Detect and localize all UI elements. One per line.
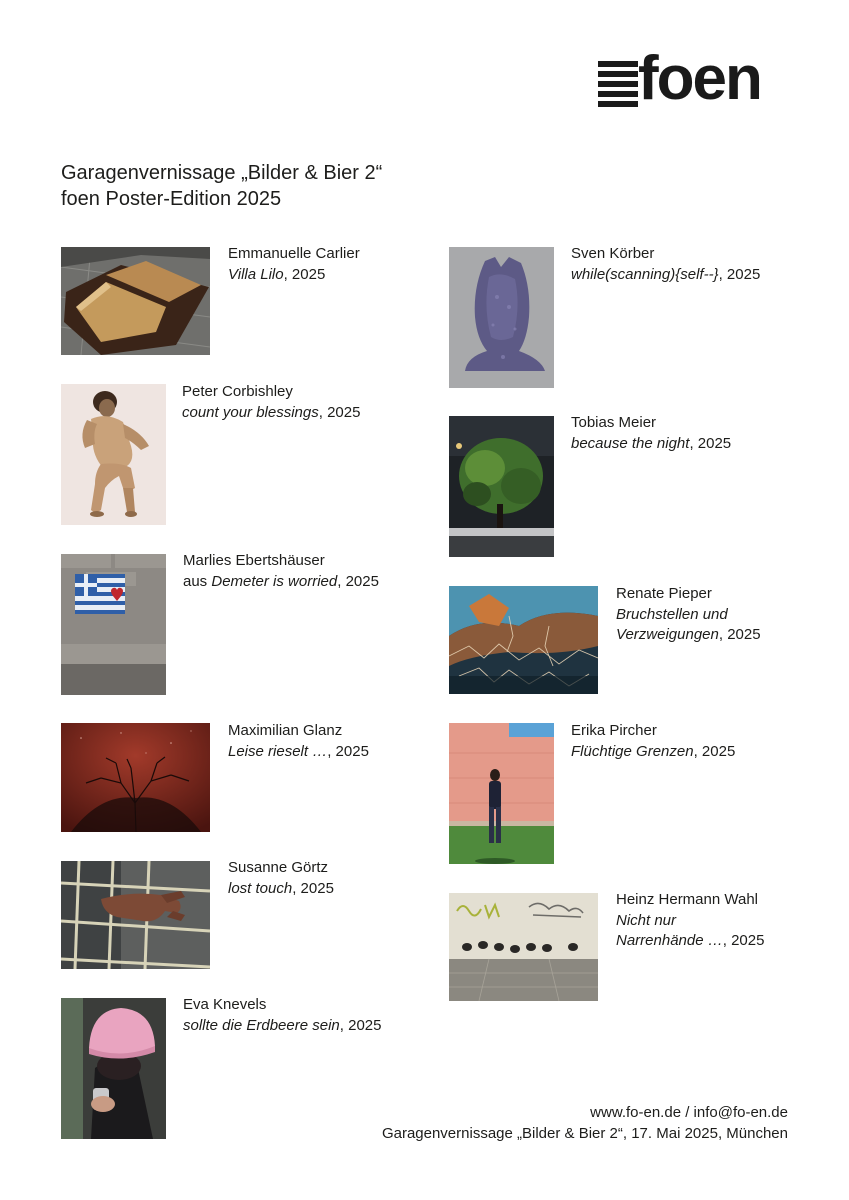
caption-corbishley [182, 382, 360, 423]
artwork-image-wahl [449, 893, 598, 1001]
artwork-year: , 2025 [337, 572, 379, 590]
artwork-year: , 2025 [318, 403, 361, 421]
artist-name: Susanne Görtz [228, 859, 329, 876]
abstract-cracks-image [449, 586, 598, 694]
artwork-title: while(scanning){self--} [571, 265, 719, 283]
artwork-title: sollte die Erdbeere sein [183, 1016, 340, 1034]
artwork-year: , 2025 [689, 434, 732, 452]
artwork-title-line-1: Nicht nur [616, 911, 677, 929]
artist-name: Renate Pieper [616, 585, 712, 602]
footer-event: Garagenvernissage „Bilder & Bier 2“, 17. Mai 2025, München [381, 1125, 788, 1142]
artwork-image-ebertshaeuser [61, 554, 166, 695]
artwork-year: , 2025 [283, 265, 326, 283]
artwork-year: , 2025 [718, 626, 761, 643]
wooden-figure-image [61, 384, 166, 525]
caption-knevels [183, 995, 381, 1036]
artwork-title: Villa Lilo [228, 265, 284, 283]
artist-name: Tobias Meier [571, 414, 657, 431]
title-line-2: foen Poster-Edition 2025 [61, 188, 282, 210]
artist-name: Peter Corbishley [182, 383, 293, 400]
greek-flag-wall-image [61, 554, 166, 695]
graffiti-birds-image [449, 893, 598, 1001]
artwork-title-line-1: Bruchstellen und [616, 605, 728, 623]
artwork-year: , 2025 [718, 265, 761, 283]
pink-wall-person-image [449, 723, 554, 864]
caption-glanz [228, 721, 369, 762]
artist-name: Heinz Hermann Wahl [616, 891, 758, 908]
caption-pircher [571, 721, 735, 762]
title-line-1: Garagenvernissage „Bilder & Bier 2“ [61, 162, 383, 184]
artwork-title: Flüchtige Grenzen [571, 742, 694, 760]
scanned-head-image [449, 247, 554, 388]
caption-koerber [571, 244, 760, 285]
artwork-year: , 2025 [339, 1016, 382, 1034]
artwork-title: Demeter is worried [211, 572, 338, 590]
artwork-image-pieper [449, 586, 598, 694]
artwork-year: , 2025 [722, 932, 765, 949]
foen-logo [598, 44, 793, 114]
artist-name: Marlies Ebertshäuser [183, 552, 325, 569]
artwork-image-goertz [61, 861, 210, 969]
artwork-image-koerber [449, 247, 554, 388]
logo-wordmark: foen [638, 44, 761, 113]
artwork-year: , 2025 [327, 742, 369, 760]
artwork-year: , 2025 [292, 879, 334, 897]
open-suitcase-image [61, 247, 210, 355]
artist-name: Eva Knevels [183, 996, 267, 1013]
caption-goertz [228, 858, 334, 899]
artwork-image-corbishley [61, 384, 166, 525]
artist-name: Sven Körber [571, 245, 655, 262]
artwork-title: count your blessings [182, 403, 319, 421]
artwork-image-meier [449, 416, 554, 557]
footer [382, 1102, 788, 1144]
artwork-year: , 2025 [693, 742, 736, 760]
artwork-title: Leise rieselt … [228, 742, 328, 760]
footer-contact: www.fo-en.de / info@fo-en.de [590, 1104, 788, 1121]
artwork-image-carlier [61, 247, 210, 355]
artwork-title-line-2: Narrenhände … [616, 932, 723, 949]
caption-pieper [616, 584, 761, 646]
artwork-image-pircher [449, 723, 554, 864]
artwork-prefix: aus [183, 572, 212, 590]
artwork-title-line-2: Verzweigungen [616, 626, 719, 643]
artwork-title: because the night [571, 434, 690, 452]
artwork-image-knevels [61, 998, 166, 1139]
page-title [61, 160, 382, 212]
artwork-image-glanz [61, 723, 210, 832]
glove-fence-image [61, 861, 210, 969]
tree-red-sky-image [61, 723, 210, 832]
caption-carlier [228, 244, 360, 285]
pink-hat-person-image [61, 998, 166, 1139]
artwork-title: lost touch [228, 879, 293, 897]
logo-bars-icon [598, 61, 638, 111]
night-tree-image [449, 416, 554, 557]
artist-name: Maximilian Glanz [228, 722, 343, 739]
caption-meier [571, 413, 731, 454]
caption-wahl [616, 890, 764, 952]
caption-ebertshaeuser [183, 551, 379, 592]
artist-name: Erika Pircher [571, 722, 657, 739]
artist-name: Emmanuelle Carlier [228, 245, 360, 262]
